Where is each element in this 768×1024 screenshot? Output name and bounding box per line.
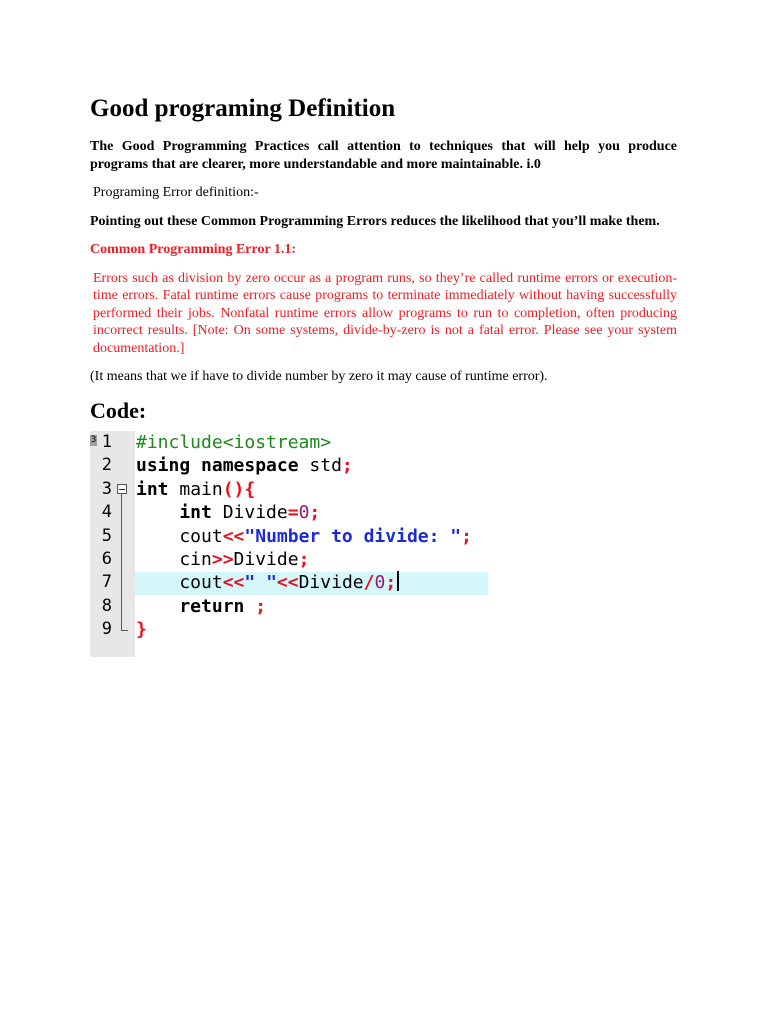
- code-token: " ": [244, 572, 277, 594]
- pointing-paragraph: Pointing out these Common Programming Errors reduces the likelihood that you’ll make them.: [90, 213, 660, 229]
- code-line: [90, 525, 490, 548]
- code-text: [136, 618, 147, 641]
- line-number: 2: [101, 455, 112, 476]
- code-token: /: [363, 572, 375, 594]
- code-token: cin: [136, 549, 212, 570]
- line-number: 4: [101, 502, 112, 523]
- code-token: Divide: [233, 549, 299, 570]
- bookmark-marker: 3: [90, 435, 97, 445]
- line-number: 8: [101, 595, 112, 616]
- code-token: 0: [298, 502, 310, 524]
- code-token: #include<iostream>: [136, 432, 332, 453]
- fold-guide-line: [121, 494, 122, 630]
- code-line: [90, 571, 490, 594]
- code-text: [136, 431, 331, 454]
- code-line: [90, 548, 490, 571]
- line-number: 1: [101, 432, 112, 452]
- code-line: [90, 478, 490, 501]
- code-token: (){: [222, 478, 256, 500]
- page-title: Good programing Definition: [90, 95, 396, 122]
- code-token: ;: [385, 572, 397, 594]
- meaning-paragraph: (It means that we if have to divide number by zero it may cause of runtime error).: [90, 369, 548, 384]
- line-number: 7: [101, 572, 112, 593]
- code-token: ;: [461, 525, 472, 547]
- code-screenshot: [90, 431, 490, 657]
- code-token: ;: [309, 502, 321, 524]
- document-body: [90, 94, 677, 434]
- code-line: [90, 501, 490, 524]
- line-number: 3: [101, 478, 112, 499]
- code-line: [90, 454, 490, 477]
- fold-end-marker: [121, 630, 128, 631]
- code-token: 0: [374, 572, 386, 594]
- code-text: [136, 501, 320, 524]
- code-token: main: [179, 478, 223, 500]
- code-text: [136, 571, 399, 594]
- common-error-body: Errors such as division by zero occur as a program runs, so they’re called runtime errors or execution-time errors. Fatal runtime errors cause programs to terminate immediately without having successfully performed their jobs. Nonfatal runtime errors allow programs to run to completion, often producing incorrect results. [Note: On some systems, divide-by-zero is not a fatal error. Please see your system documentation.]: [93, 270, 677, 356]
- code-token: cout: [136, 572, 223, 594]
- code-token: <<: [222, 525, 245, 547]
- code-token: }: [136, 619, 147, 641]
- code-token: int: [136, 478, 180, 500]
- fold-toggle-icon[interactable]: [117, 484, 127, 494]
- code-text: [136, 548, 309, 571]
- line-number: 6: [101, 549, 112, 569]
- code-line: [90, 618, 490, 641]
- code-token: ;: [341, 455, 353, 477]
- code-text: [136, 525, 472, 548]
- code-token: <<: [276, 572, 299, 594]
- code-token: return: [136, 595, 256, 617]
- code-token: ;: [298, 549, 310, 570]
- code-line: [90, 431, 490, 454]
- code-token: =: [287, 502, 299, 524]
- error-definition-label: Programing Error definition:-: [93, 185, 259, 200]
- code-token: <<: [222, 572, 245, 594]
- code-text: [136, 454, 353, 477]
- code-token: cout: [136, 525, 223, 547]
- code-token: Divide: [222, 502, 288, 524]
- code-text: [136, 478, 255, 501]
- code-token: int: [136, 502, 223, 524]
- code-token: Divide: [298, 572, 364, 594]
- code-token: using namespace: [136, 455, 310, 477]
- code-token: ;: [255, 595, 267, 617]
- code-token: >>: [211, 549, 234, 570]
- code-token: "Number to divide: ": [244, 525, 462, 547]
- text-caret: [397, 571, 399, 591]
- code-token: std: [309, 455, 342, 477]
- code-heading: Code:: [90, 397, 147, 423]
- code-line: [90, 595, 490, 618]
- intro-paragraph: The Good Programming Practices call attention to techniques that will help you produce programs that are clearer, more understandable and more maintainable. i.0: [90, 139, 677, 172]
- common-error-heading: Common Programming Error 1.1:: [90, 242, 297, 257]
- line-number: 9: [101, 619, 112, 640]
- line-number: 5: [101, 525, 112, 546]
- code-text: [136, 595, 266, 618]
